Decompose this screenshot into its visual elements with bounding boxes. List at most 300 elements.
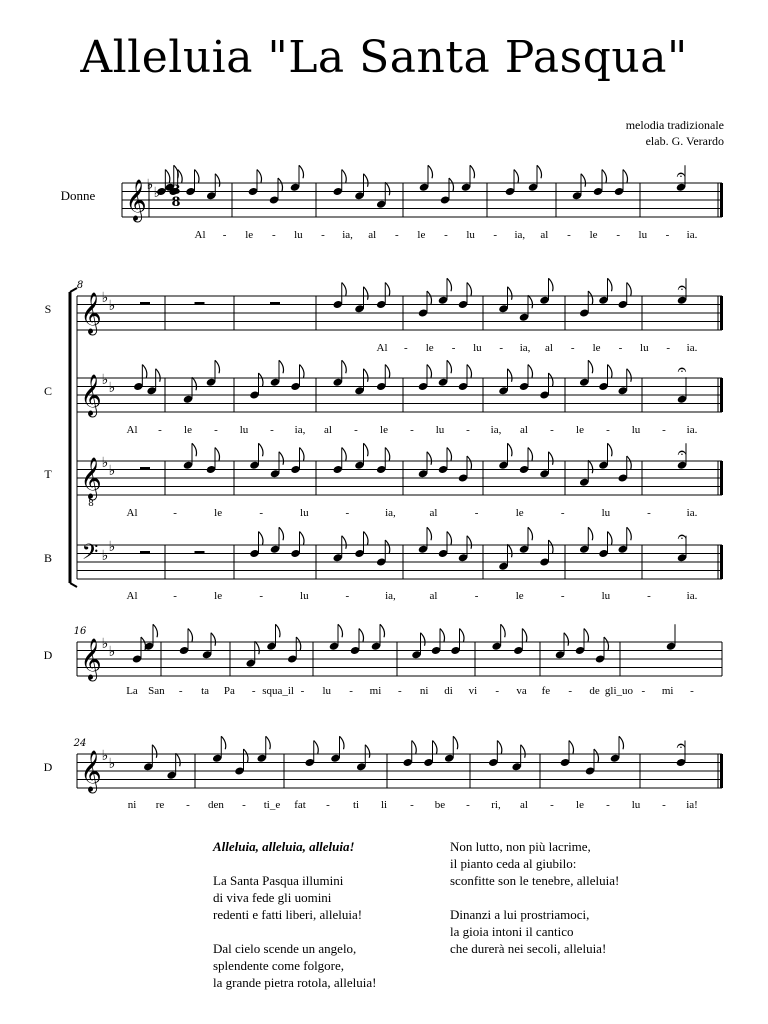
rest-icon [140, 551, 150, 554]
lyric-syllable: gli_uo [604, 685, 634, 697]
lyric-syllable: fe [541, 685, 551, 697]
note-flag [279, 527, 284, 540]
lyric-line: Dinanzi a lui prostriamoci, [450, 907, 590, 922]
lyric-syllable: le [592, 342, 601, 354]
note-flag [449, 178, 454, 191]
refrain-line: Alleluia, alleluia, alleluia! [213, 839, 355, 854]
lyric-syllable: - [178, 685, 183, 697]
lyric-syllable: - [259, 590, 264, 602]
note-flag [153, 624, 158, 637]
right-stanza [450, 906, 619, 957]
score-system [77, 736, 723, 788]
lyric-syllable: - [466, 799, 470, 811]
note-flag [188, 629, 193, 642]
lyric-syllable: lu [322, 685, 332, 697]
lyric-syllable: le [576, 424, 584, 436]
lyric-syllable: ia, [294, 424, 306, 436]
lyric-syllable: lu [239, 424, 249, 436]
note-flag [300, 448, 305, 461]
lyric-syllable: - [606, 424, 610, 436]
lyric-syllable: le [417, 229, 426, 241]
lyric-syllable: - [345, 507, 350, 519]
note-flag [364, 443, 369, 456]
lyric-syllable: - [345, 590, 350, 602]
lyric-syllable: lu [631, 799, 641, 811]
note-flag [521, 745, 526, 758]
lyric-syllable: ia! [686, 799, 698, 811]
note-flag [604, 637, 609, 650]
lyric-syllable: le [214, 507, 223, 519]
note-flag [564, 633, 569, 646]
lyric-syllable: lu [631, 424, 641, 436]
note-flag [259, 532, 264, 545]
lyric-syllable: re [155, 799, 165, 811]
note-flag [385, 182, 390, 195]
note-flag [152, 745, 157, 758]
lyric-syllable: le [589, 229, 598, 241]
lyric-syllable: - [466, 424, 470, 436]
lyrics-text-right [450, 838, 619, 974]
lyric-syllable: - [186, 799, 190, 811]
note-flag [266, 736, 271, 749]
note-flag [594, 749, 599, 762]
measure-number: 24 [73, 738, 87, 749]
lyric-syllable: Al [126, 507, 138, 519]
time-signature-lower: 8 [171, 195, 181, 210]
fermata-icon: 𝄐 [677, 443, 687, 462]
note-flag [211, 633, 216, 646]
note-flag [342, 360, 347, 373]
note-flag [427, 365, 432, 378]
lyric-syllable: lu [473, 342, 482, 354]
note-flag [588, 460, 593, 473]
lyric-syllable: den [208, 799, 224, 811]
lyric-syllable: - [270, 424, 274, 436]
lyric-syllable: - [410, 799, 414, 811]
lyric-syllable: al [429, 507, 438, 519]
note-flag [385, 283, 390, 296]
lyric-syllable: lu [638, 229, 648, 241]
lyric-syllable: ri, [491, 799, 501, 811]
lyric-line: che durerà nei secoli, alleluia! [450, 941, 607, 956]
time-signature-upper: 3 [171, 183, 181, 198]
lyric-syllable: ia, [385, 507, 396, 519]
lyric-syllable: le [214, 590, 223, 602]
flat-sign-icon: ♭ [108, 644, 116, 660]
lyric-line: Non lutto, non più lacrime, [450, 839, 591, 854]
lyric-syllable: Al [126, 590, 138, 602]
note-flag [508, 443, 513, 456]
note-flag [433, 741, 438, 754]
note-flag [244, 749, 249, 762]
voice-label: D [43, 760, 53, 774]
lyric-line: il pianto ceda al giubilo: [450, 856, 577, 871]
note-flag [195, 170, 200, 183]
score-system [122, 165, 723, 217]
lyric-syllable: le [515, 590, 524, 602]
lyric-syllable: fat [294, 799, 306, 811]
note-flag [467, 365, 472, 378]
note-flag [257, 170, 262, 183]
lyric-syllable: va [516, 685, 527, 697]
lyric-syllable: al [520, 799, 528, 811]
final-barline [720, 183, 723, 217]
note-flag [385, 365, 390, 378]
lyric-syllable: lu [294, 229, 303, 241]
lyric-syllable: ia, [342, 229, 353, 241]
note-flag [364, 287, 369, 300]
lyric-syllable: lu [466, 229, 475, 241]
note-flag [342, 448, 347, 461]
lyric-syllable: de [589, 685, 600, 697]
lyric-syllable: Al [194, 229, 206, 241]
note-flag [569, 741, 574, 754]
lyric-syllable: - [665, 229, 670, 241]
note-flag [627, 527, 632, 540]
note-flag [176, 753, 181, 766]
note-flag [342, 170, 347, 183]
note-flag [299, 165, 304, 178]
lyric-syllable: - [394, 229, 399, 241]
note-flag [296, 637, 301, 650]
voice-label: D [43, 648, 53, 662]
note-flag [385, 540, 390, 553]
fermata-icon: 𝄐 [676, 165, 686, 184]
flat-sign-icon: ♭ [153, 185, 161, 201]
note-flag [608, 532, 613, 545]
lyric-syllable: - [560, 507, 565, 519]
page-title: Alleluia "La Santa Pasqua" [80, 32, 688, 83]
note-flag [215, 448, 220, 461]
lyric-syllable: - [354, 424, 358, 436]
lyric-syllable: ti [352, 799, 360, 811]
lyric-syllable: ti_e [263, 799, 281, 811]
note-flag [460, 629, 465, 642]
treble-clef-icon: 𝄞 [80, 293, 102, 334]
note-flag [259, 373, 264, 386]
note-flag [156, 369, 161, 382]
lyric-syllable: al [520, 424, 528, 436]
lyric-syllable: - [214, 424, 218, 436]
lyric-syllable: le [184, 424, 192, 436]
lyric-syllable: ia, [490, 424, 502, 436]
note-flag [342, 283, 347, 296]
lyric-syllable: - [568, 685, 573, 697]
lyric-syllable: - [349, 685, 353, 697]
note-flag [508, 287, 513, 300]
rest-icon [270, 302, 280, 305]
note-flag [192, 377, 197, 390]
note-flag [602, 170, 607, 183]
note-flag [549, 540, 554, 553]
note-flag [340, 736, 345, 749]
lyric-syllable: - [567, 229, 571, 241]
fermata-icon: 𝄐 [677, 360, 687, 379]
lyric-syllable: ni [127, 799, 137, 811]
note-flag [215, 360, 220, 373]
lyric-syllable: - [173, 507, 177, 519]
lyrics-text-left [213, 838, 377, 1008]
lyric-syllable: - [662, 424, 666, 436]
melody-credit: melodia tradizionale [625, 118, 724, 132]
voice-label: T [44, 467, 52, 481]
note-flag [165, 170, 170, 183]
note-flag [300, 365, 305, 378]
lyric-syllable: squa_il [262, 685, 294, 697]
flat-sign-icon: ♭ [108, 298, 116, 314]
lyric-syllable: - [560, 590, 565, 602]
treble-clef-icon: 𝄞 [125, 180, 147, 221]
note-flag [440, 629, 445, 642]
flat-sign-icon: ♭ [101, 548, 109, 564]
lyric-syllable: - [222, 229, 227, 241]
lyric-syllable: - [474, 507, 479, 519]
voice-label: B [43, 551, 53, 565]
lyric-syllable: lu [435, 424, 445, 436]
lyric-syllable: - [242, 799, 246, 811]
lyric-syllable: - [690, 685, 694, 697]
lyric-syllable: - [451, 342, 456, 354]
lyric-syllable: ia. [686, 229, 698, 241]
final-barline [720, 461, 723, 495]
lyric-syllable: - [158, 424, 162, 436]
note-flag [255, 641, 260, 654]
note-flag [608, 443, 613, 456]
final-barline [720, 545, 723, 579]
note-flag [427, 291, 432, 304]
note-flag [364, 174, 369, 187]
lyric-syllable: lu [300, 507, 309, 519]
lyric-syllable: al [429, 590, 438, 602]
lyric-syllable: le [425, 342, 434, 354]
note-flag [447, 360, 452, 373]
lyric-syllable: Pa [223, 685, 235, 697]
lyric-line: Dal cielo scende un angelo, [213, 941, 357, 956]
lyric-syllable: - [550, 799, 554, 811]
note-flag [428, 165, 433, 178]
octave-mark: 8 [88, 499, 94, 509]
note-flag [522, 629, 527, 642]
note-flag [467, 283, 472, 296]
lyric-syllable: San [148, 685, 165, 697]
note-flag [467, 536, 472, 549]
note-flag [514, 170, 519, 183]
note-flag [623, 170, 628, 183]
note-flag [501, 624, 506, 637]
measure-number: 16 [73, 626, 87, 637]
lyric-syllable: - [444, 229, 448, 241]
arranger-credit: elab. G. Verardo [645, 134, 724, 148]
lyric-line: la gioia intoni il cantico [450, 924, 574, 939]
lyric-syllable: - [173, 590, 177, 602]
note-flag [427, 527, 432, 540]
note-flag [364, 532, 369, 545]
note-flag [215, 174, 220, 187]
note-flag [338, 624, 343, 637]
lyric-syllable: - [300, 685, 305, 697]
note-flag [508, 369, 513, 382]
fermata-icon: 𝄐 [677, 527, 687, 546]
rest-icon [195, 551, 205, 554]
note-flag [588, 291, 593, 304]
flat-sign-icon: ♭ [108, 539, 116, 555]
note-flag [447, 448, 452, 461]
note-flag [385, 448, 390, 461]
treble-clef-icon: 𝄞 [80, 639, 102, 680]
note-flag [174, 165, 179, 178]
lyric-syllable: - [326, 799, 330, 811]
lyric-line: sconfitte son le tenebre, alleluia! [450, 873, 620, 888]
lyric-syllable: Al [126, 424, 138, 436]
final-barline [720, 296, 723, 330]
flat-sign-icon: ♭ [146, 177, 154, 193]
treble-clef-icon: 𝄞 [80, 375, 102, 416]
lyric-syllable: al [540, 229, 549, 241]
flat-sign-icon: ♭ [101, 748, 109, 764]
note-flag [365, 745, 370, 758]
note-flag [141, 637, 146, 650]
flat-sign-icon: ♭ [108, 380, 116, 396]
lyric-syllable: - [666, 342, 670, 354]
note-flag [549, 373, 554, 386]
note-flag [627, 456, 632, 469]
note-flag [300, 532, 305, 545]
note-flag [528, 295, 533, 308]
lyric-syllable: - [495, 685, 500, 697]
note-flag [192, 443, 197, 456]
flat-sign-icon: ♭ [101, 636, 109, 652]
treble-clef-icon: 𝄞 [80, 458, 102, 499]
note-flag [447, 532, 452, 545]
note-flag [508, 544, 513, 557]
note-flag [588, 527, 593, 540]
fermata-icon: 𝄐 [677, 278, 687, 297]
lyric-syllable: - [616, 229, 621, 241]
note-flag [447, 278, 452, 291]
rest-icon [140, 302, 150, 305]
note-flag [528, 527, 533, 540]
lyric-syllable: mi [369, 685, 382, 697]
rest-icon [195, 302, 205, 305]
note-flag [259, 443, 264, 456]
lyric-syllable: le [380, 424, 388, 436]
note-flag [278, 178, 283, 191]
final-barline [720, 378, 723, 412]
lyric-syllable: di [444, 685, 453, 697]
rest-icon [140, 467, 150, 470]
lyric-syllable: ia, [385, 590, 396, 602]
lyric-syllable: - [493, 229, 498, 241]
note-flag [584, 629, 589, 642]
lyric-syllable: - [641, 685, 646, 697]
note-flag [470, 165, 475, 178]
flat-sign-icon: ♭ [101, 290, 109, 306]
lyric-syllable: - [404, 342, 408, 354]
note-flag [549, 278, 554, 291]
score-system [70, 278, 723, 587]
lyric-line: la grande pietra rotola, alleluia! [213, 975, 377, 990]
lyric-syllable: ia. [686, 342, 698, 354]
note-flag [619, 736, 624, 749]
note-flag [528, 365, 533, 378]
lyric-syllable: - [647, 507, 651, 519]
lyric-syllable: Al [376, 342, 388, 354]
lyric-syllable: - [474, 590, 479, 602]
lyric-syllable: - [321, 229, 325, 241]
note-flag [380, 624, 385, 637]
left-stanza [213, 940, 377, 991]
right-stanza [450, 838, 619, 889]
voice-label: Donne [60, 188, 96, 203]
system-bracket [70, 583, 77, 587]
lyric-syllable: le [515, 507, 524, 519]
lyric-syllable: al [324, 424, 332, 436]
flat-sign-icon: ♭ [108, 463, 116, 479]
note-flag [627, 369, 632, 382]
note-flag [364, 369, 369, 382]
lyric-syllable: al [544, 342, 553, 354]
lyric-syllable: ni [419, 685, 429, 697]
lyric-syllable: - [259, 507, 264, 519]
note-flag [359, 629, 364, 642]
lyric-syllable: ia. [686, 424, 698, 436]
note-flag [627, 283, 632, 296]
lyric-syllable: ia. [686, 507, 698, 519]
lyric-syllable: - [662, 799, 666, 811]
lyric-syllable: - [271, 229, 276, 241]
bass-clef-icon: 𝄢 [81, 540, 99, 570]
note-flag [608, 365, 613, 378]
note-flag [549, 452, 554, 465]
fermata-icon: 𝄐 [676, 736, 686, 755]
note-flag [421, 633, 426, 646]
note-flag [537, 165, 542, 178]
lyric-syllable: La [126, 685, 138, 697]
note-flag [314, 741, 319, 754]
lyric-line: redenti e fatti liberi, alleluia! [213, 907, 363, 922]
note-flag [453, 736, 458, 749]
lyric-syllable: - [550, 424, 554, 436]
note-flag [279, 360, 284, 373]
lyric-line: splendente come folgore, [213, 958, 345, 973]
lyric-syllable: be [434, 799, 446, 811]
lyric-syllable: - [618, 342, 623, 354]
score-system [77, 624, 722, 676]
lyric-syllable: lu [300, 590, 309, 602]
flat-sign-icon: ♭ [108, 756, 116, 772]
note-flag [412, 741, 417, 754]
treble-clef-icon: 𝄞 [80, 751, 102, 792]
flat-sign-icon: ♭ [101, 372, 109, 388]
lyric-syllable: li [380, 799, 388, 811]
note-flag [276, 624, 281, 637]
lyric-syllable: - [410, 424, 414, 436]
lyric-syllable: ia, [514, 229, 526, 241]
flat-sign-icon: ♭ [101, 455, 109, 471]
lyric-syllable: - [251, 685, 256, 697]
note-flag [279, 452, 284, 465]
measure-number: 8 [76, 280, 84, 291]
note-flag [142, 365, 147, 378]
lyric-syllable: - [499, 342, 504, 354]
final-barline [720, 754, 723, 788]
lyric-syllable: le [245, 229, 254, 241]
lyric-syllable: - [397, 685, 402, 697]
note-flag [581, 174, 586, 187]
lyric-syllable: le [576, 799, 584, 811]
lyric-syllable: ia. [686, 590, 698, 602]
left-stanza [213, 872, 377, 923]
